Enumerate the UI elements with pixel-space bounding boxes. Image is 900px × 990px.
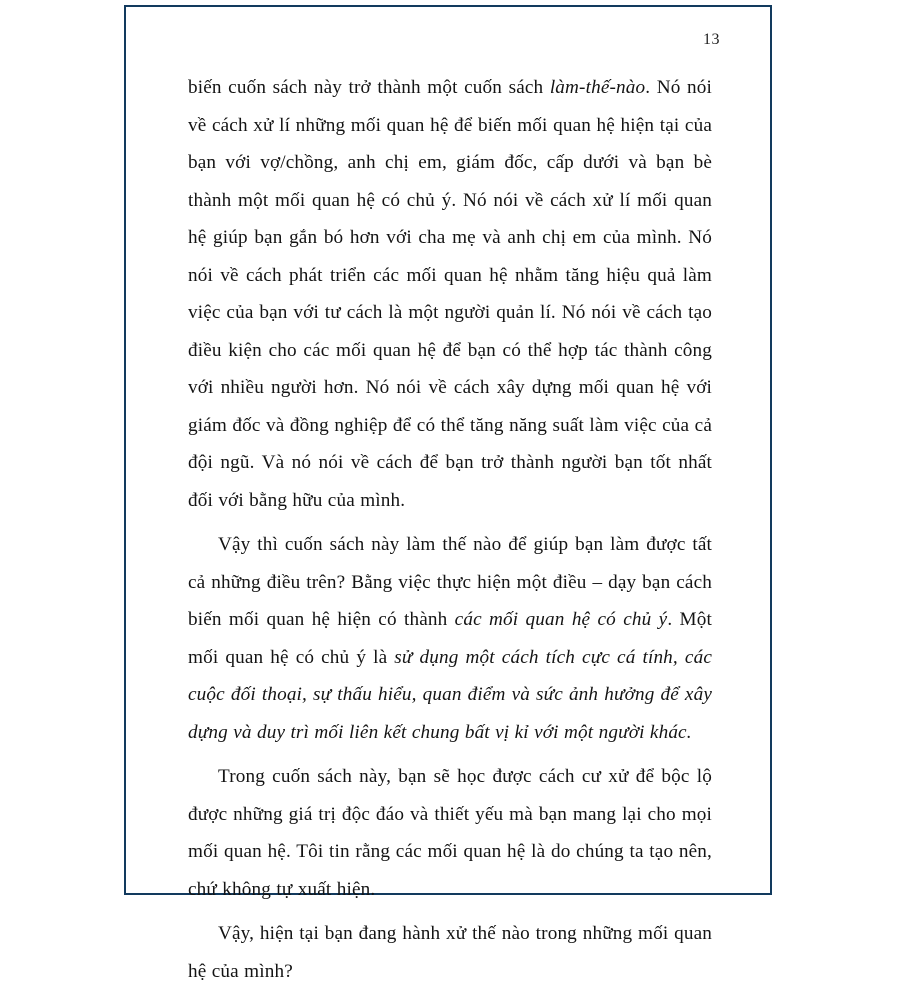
italic-run: các mối quan hệ có chủ ý bbox=[454, 609, 668, 630]
italic-run: sử dụng một cách tích cực cá tính, các cuộc đối thoại, sự thấu hiểu, quan điểm và sức ảnh hưởng để xây dựng và duy trì mối liên kết chung bất vị kỉ với một người khác. bbox=[188, 646, 712, 743]
italic-run: làm-thế-nào bbox=[549, 77, 646, 98]
body-text-column bbox=[188, 69, 712, 990]
book-page-frame bbox=[124, 5, 772, 982]
paragraph: Vậy, hiện tại bạn đang hành xử thế nào trong những mối quan hệ của mình? bbox=[188, 923, 712, 982]
paragraph: Trong cuốn sách này, bạn sẽ học được cách cư xử để bộc lộ được những giá trị độc đáo và thiết yếu mà bạn mang lại cho mọi mối quan hệ. Tôi tin rằng các mối quan hệ là do chúng ta tạo nên, chứ không tự xuất hiện. bbox=[188, 766, 712, 900]
paragraph: biến cuốn sách này trở thành một cuốn sách làm-thế-nào. Nó nói về cách xử lí những mối quan hệ để biến mối quan hệ hiện tại của bạn với vợ/chồng, anh chị em, giám đốc, cấp dưới và bạn bè thành một mối quan hệ có chủ ý. Nó nói về cách xử lí mối quan hệ giúp bạn gắn bó hơn với cha mẹ và anh chị em của mình. Nó nói về cách phát triển các mối quan hệ nhằm tăng hiệu quả làm việc của bạn với tư cách là một người quản lí. Nó nói về cách tạo điều kiện cho các mối quan hệ để bạn có thể hợp tác thành công với nhiều người hơn. Nó nói về cách xây dựng mối quan hệ với giám đốc và đồng nghiệp để có thể tăng năng suất làm việc của cả đội ngũ. Và nó nói về cách để bạn trở thành người bạn tốt nhất đối với bằng hữu của mình. bbox=[188, 77, 713, 511]
page-number: 13 bbox=[703, 31, 720, 48]
paragraph: Vậy thì cuốn sách này làm thế nào để giúp bạn làm được tất cả những điều trên? Bằng việc thực hiện một điều – dạy bạn cách biến mối quan hệ hiện có thành các mối quan hệ có chủ ý. Một mối quan hệ có chủ ý là sử dụng một cách tích cực cá tính, các cuộc đối thoại, sự thấu hiểu, quan điểm và sức ảnh hưởng để xây dựng và duy trì mối liên kết chung bất vị kỉ với một người khác. bbox=[188, 534, 712, 743]
